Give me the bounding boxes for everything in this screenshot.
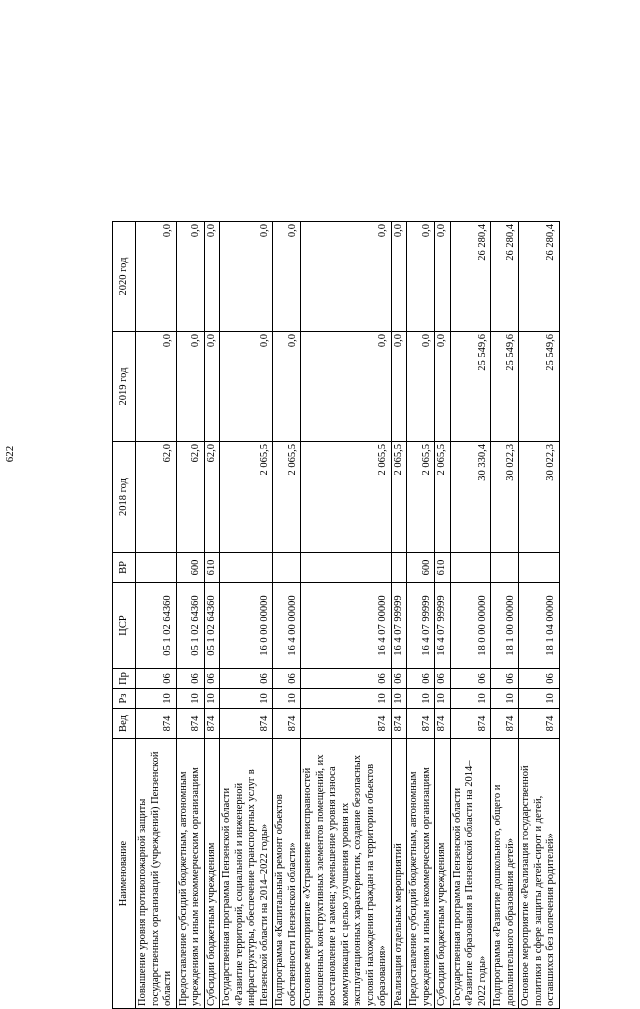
cell-pr: 06 (450, 669, 491, 689)
cell-name: Подпрограмма «Капитальный ремонт объектов собственности Пензенской области» (273, 739, 301, 1009)
cell-pr: 06 (407, 669, 435, 689)
column-header-csr: ЦСР (113, 583, 136, 669)
cell-2018: 30 022,3 (519, 442, 560, 553)
cell-2019: 0,0 (301, 332, 392, 442)
cell-2019: 25 549,6 (491, 332, 519, 442)
column-header-2020: 2020 год (113, 222, 136, 332)
budget-table (112, 221, 560, 1009)
cell-ved: 874 (435, 709, 451, 739)
cell-pr: 06 (435, 669, 451, 689)
column-header-name: Наименование (113, 739, 136, 1009)
cell-2019: 0,0 (407, 332, 435, 442)
cell-rz: 10 (176, 689, 204, 709)
column-header-ved: Вед (113, 709, 136, 739)
table-row (407, 222, 435, 1009)
cell-rz: 10 (519, 689, 560, 709)
table-row (435, 222, 451, 1009)
cell-ved: 874 (220, 709, 273, 739)
cell-pr: 06 (204, 669, 220, 689)
cell-vr: 600 (176, 553, 204, 583)
cell-csr: 05 1 02 64360 (204, 583, 220, 669)
cell-csr: 05 1 02 64360 (136, 583, 177, 669)
cell-csr: 05 1 02 64360 (176, 583, 204, 669)
budget-table-container (112, 222, 577, 1009)
cell-pr: 06 (136, 669, 177, 689)
cell-2018: 2 065,5 (435, 442, 451, 553)
table-row (176, 222, 204, 1009)
cell-vr: 610 (204, 553, 220, 583)
cell-2019: 0,0 (204, 332, 220, 442)
cell-csr: 18 0 00 00000 (450, 583, 491, 669)
cell-vr (273, 553, 301, 583)
cell-rz: 10 (435, 689, 451, 709)
cell-2018: 30 022,3 (491, 442, 519, 553)
table-row (204, 222, 220, 1009)
cell-2018: 2 065,5 (391, 442, 407, 553)
cell-name: Предоставление субсидий бюджетным, автономным учреждениям и иным некоммерческим организациям (176, 739, 204, 1009)
cell-vr (391, 553, 407, 583)
cell-2019: 0,0 (391, 332, 407, 442)
cell-ved: 874 (407, 709, 435, 739)
cell-2020: 0,0 (391, 222, 407, 332)
cell-name: Государственная программа Пензенской области «Развитие образования в Пензенской области на 2014–2022 годы» (450, 739, 491, 1009)
cell-pr: 06 (491, 669, 519, 689)
cell-ved: 874 (519, 709, 560, 739)
cell-vr: 600 (407, 553, 435, 583)
cell-name: Реализация отдельных мероприятий (391, 739, 407, 1009)
cell-pr: 06 (176, 669, 204, 689)
table-row (391, 222, 407, 1009)
cell-name: Основное мероприятие «Реализация государственной политики в сфере защиты детей-сирот и детей, оставшихся без попечения родителей» (519, 739, 560, 1009)
cell-rz: 10 (450, 689, 491, 709)
cell-rz: 10 (407, 689, 435, 709)
cell-2018: 2 065,5 (407, 442, 435, 553)
cell-2020: 26 280,4 (519, 222, 560, 332)
table-row (273, 222, 301, 1009)
cell-2019: 0,0 (136, 332, 177, 442)
cell-ved: 874 (301, 709, 392, 739)
table-row (136, 222, 177, 1009)
cell-2018: 62,0 (176, 442, 204, 553)
column-header-pr: Пр (113, 669, 136, 689)
cell-2020: 0,0 (204, 222, 220, 332)
table-row (491, 222, 519, 1009)
table-row (220, 222, 273, 1009)
cell-rz: 10 (220, 689, 273, 709)
cell-name: Субсидии бюджетным учреждениям (435, 739, 451, 1009)
cell-vr: 610 (435, 553, 451, 583)
cell-2020: 0,0 (176, 222, 204, 332)
column-header-2019: 2019 год (113, 332, 136, 442)
cell-2020: 0,0 (435, 222, 451, 332)
cell-csr: 16 4 07 99999 (391, 583, 407, 669)
cell-pr: 06 (519, 669, 560, 689)
table-row (519, 222, 560, 1009)
cell-vr (136, 553, 177, 583)
cell-csr: 16 4 07 00000 (301, 583, 392, 669)
table-row (450, 222, 491, 1009)
column-header-2018: 2018 год (113, 442, 136, 553)
cell-name: Подпрограмма «Развитие дошкольного, общего и дополнительного образования детей» (491, 739, 519, 1009)
cell-2020: 0,0 (136, 222, 177, 332)
cell-rz: 10 (491, 689, 519, 709)
cell-2019: 0,0 (176, 332, 204, 442)
cell-ved: 874 (491, 709, 519, 739)
cell-vr (220, 553, 273, 583)
cell-rz: 10 (391, 689, 407, 709)
cell-2018: 2 065,5 (273, 442, 301, 553)
cell-ved: 874 (273, 709, 301, 739)
cell-ved: 874 (176, 709, 204, 739)
cell-ved: 874 (450, 709, 491, 739)
cell-vr (491, 553, 519, 583)
cell-2020: 0,0 (301, 222, 392, 332)
cell-pr: 06 (220, 669, 273, 689)
cell-vr (519, 553, 560, 583)
cell-2020: 26 280,4 (450, 222, 491, 332)
cell-2020: 0,0 (273, 222, 301, 332)
cell-csr: 16 4 07 99999 (407, 583, 435, 669)
cell-ved: 874 (204, 709, 220, 739)
cell-csr: 18 1 00 00000 (491, 583, 519, 669)
cell-2018: 62,0 (204, 442, 220, 553)
cell-pr: 06 (391, 669, 407, 689)
cell-2019: 25 549,6 (450, 332, 491, 442)
cell-name: Повышение уровня противопожарной защиты государственных организаций (учреждений) Пензенской области (136, 739, 177, 1009)
cell-csr: 16 4 07 99999 (435, 583, 451, 669)
cell-2018: 30 330,4 (450, 442, 491, 553)
cell-2019: 0,0 (435, 332, 451, 442)
cell-name: Основное мероприятие «Устранение неисправностей изношенных конструктивных элементов помещений, их восстановление и замена; уменьшение уровня износа коммуникаций с целью улучшения уровня их эксплуатационных характеристик, создание безопасных условий нахождения граждан на территории объектов образования» (301, 739, 392, 1009)
cell-rz: 10 (273, 689, 301, 709)
cell-ved: 874 (391, 709, 407, 739)
cell-name: Предоставление субсидий бюджетным, автономным учреждениям и иным некоммерческим организациям (407, 739, 435, 1009)
cell-ved: 874 (136, 709, 177, 739)
cell-2018: 2 065,5 (220, 442, 273, 553)
table-row (301, 222, 392, 1009)
cell-pr: 06 (273, 669, 301, 689)
cell-csr: 18 1 04 00000 (519, 583, 560, 669)
page-number: 622 (4, 445, 16, 463)
cell-2019: 25 549,6 (519, 332, 560, 442)
column-header-rz: Рз (113, 689, 136, 709)
cell-name: Субсидии бюджетным учреждениям (204, 739, 220, 1009)
column-header-vr: ВР (113, 553, 136, 583)
cell-2019: 0,0 (220, 332, 273, 442)
cell-2020: 26 280,4 (491, 222, 519, 332)
cell-vr (450, 553, 491, 583)
cell-csr: 16 4 00 00000 (273, 583, 301, 669)
cell-rz: 10 (136, 689, 177, 709)
cell-rz: 10 (204, 689, 220, 709)
cell-name: Государственная программа Пензенской области «Развитие территорий, социальной и инженерной инфраструктуры, обеспечение транспортных услуг в Пензенской области на 2014–2022 годы» (220, 739, 273, 1009)
cell-pr: 06 (301, 669, 392, 689)
cell-csr: 16 0 00 00000 (220, 583, 273, 669)
table-header-row (113, 222, 136, 1009)
cell-2019: 0,0 (273, 332, 301, 442)
cell-2018: 2 065,5 (301, 442, 392, 553)
cell-2018: 62,0 (136, 442, 177, 553)
cell-2020: 0,0 (407, 222, 435, 332)
cell-rz: 10 (301, 689, 392, 709)
cell-2020: 0,0 (220, 222, 273, 332)
cell-vr (301, 553, 392, 583)
